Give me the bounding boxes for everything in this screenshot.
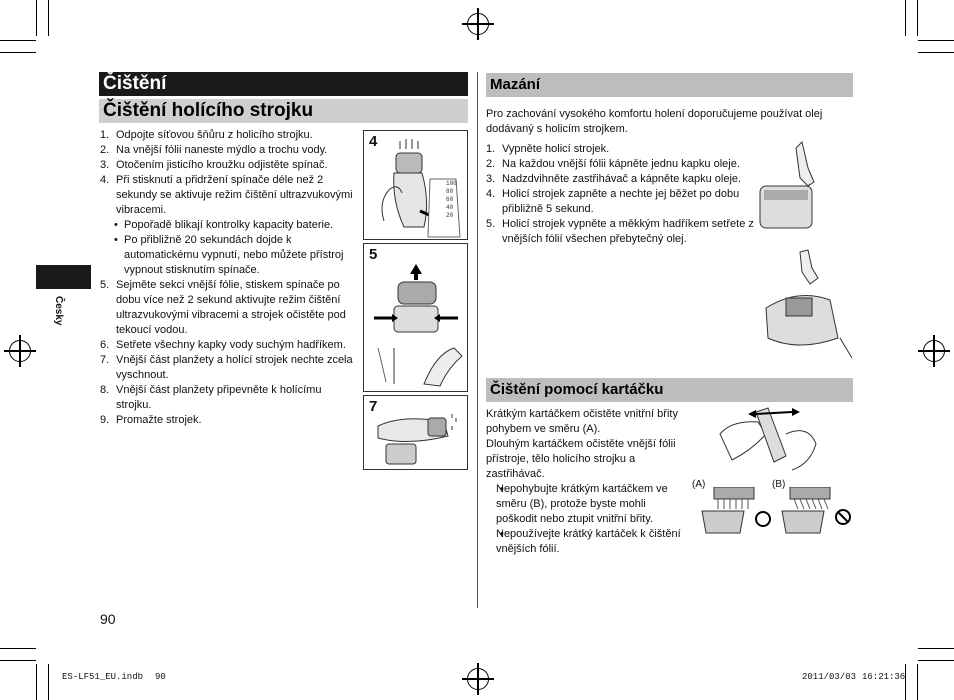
crop-mark: [905, 664, 906, 700]
list-item: 3. Nadzdvihněte zastřihávač a kápněte kapku oleje.: [486, 173, 742, 185]
registration-mark-icon: [9, 340, 31, 362]
oiling-foil-illustration: [758, 138, 854, 360]
footer-date: 2011/03/03: [802, 672, 857, 682]
figure-number: 7: [369, 398, 378, 415]
section-title: Čištění holícího strojku: [99, 99, 468, 123]
foil-removal-illustration: [364, 244, 467, 391]
list-item: 4. Při stisknutí a přidržení spínače déle než 2 sekundy se aktivuje režim čištění ultrazvukovými vibracemi.: [100, 174, 353, 216]
list-item: 4. Holicí strojek zapněte a nechte jej běžet po dobu přibližně 5 sekund.: [486, 188, 740, 215]
list-item: 1. Vypněte holicí strojek.: [486, 143, 610, 155]
crop-mark: [905, 0, 906, 36]
cleaning-steps: [100, 128, 358, 428]
brush-direction-a-illustration: [700, 487, 760, 537]
section-heading-oil: Mazání: [486, 73, 853, 97]
crop-mark: [918, 648, 954, 649]
list-bullet: • Nepoužívejte krátký kartáček k čištění vnějších fólií.: [486, 527, 686, 557]
brush-direction-b-illustration: [780, 487, 840, 537]
registration-mark-icon: [467, 668, 489, 690]
list-item: 2. Na každou vnější fólii kápněte jednu kapku oleje.: [486, 158, 740, 170]
list-item: 9. Promažte strojek.: [100, 414, 202, 426]
section-heading-brush: Čištění pomocí kartáčku: [486, 378, 853, 402]
page-title: Čištění: [99, 72, 468, 96]
registration-mark-icon: [923, 340, 945, 362]
crop-mark: [0, 660, 36, 661]
figure-7: [363, 395, 468, 470]
crop-mark: [0, 52, 36, 53]
list-item: 7. Vnější část planžety a holící strojek nechte zcela vyschnout.: [100, 354, 353, 381]
footer-time: 16:21:36: [862, 672, 906, 682]
crop-mark: [917, 664, 918, 700]
list-bullet: • Po přibližně 20 sekundách dojde k automatickému vypnutí, nebo můžete přístroj vypnout stisknutím spínače.: [100, 233, 358, 278]
column-divider: [477, 72, 478, 608]
crop-mark: [36, 664, 37, 700]
list-item: 8. Vnější část planžety připevněte k holícímu strojku.: [100, 384, 322, 411]
brush-paragraph: Dlouhým kartáčkem očistěte vnější fólii přístroje, tělo holicího strojku a zastřihávač.: [486, 438, 676, 480]
brush-paragraph: Krátkým kartáčkem očistěte vnitřní břity pohybem ve směru (A).: [486, 408, 678, 435]
list-bullet: • Popořadě blikají kontrolky kapacity baterie.: [100, 218, 358, 233]
crop-mark: [0, 40, 36, 41]
crop-mark: [48, 664, 49, 700]
oiling-illustration: [364, 396, 467, 469]
crop-mark: [917, 0, 918, 36]
list-item: 6. Setřete všechny kapky vody suchým hadříkem.: [100, 339, 346, 351]
footer-page: 90: [155, 672, 166, 682]
crop-mark: [918, 40, 954, 41]
crop-mark: [0, 648, 36, 649]
ok-circle-icon: [754, 510, 772, 528]
figure-number: 5: [369, 246, 378, 263]
brush-hand-illustration: [712, 404, 822, 476]
crop-mark: [918, 660, 954, 661]
crop-mark: [918, 52, 954, 53]
list-item: 1. Odpojte síťovou šňůru z holicího strojku.: [100, 129, 313, 141]
crop-mark: [36, 0, 37, 36]
figure-5: [363, 243, 468, 392]
registration-mark-icon: [467, 13, 489, 35]
figure-4: [363, 130, 468, 240]
list-item: 5. Sejměte sekci vnější fólie, stiskem spínače po dobu více než 2 sekund aktivujte režim čištění ultrazvukovými vibracemi a strojek očistěte pod tekoucí vodou.: [100, 279, 346, 336]
list-item: 2. Na vnější fólii naneste mýdlo a trochu vody.: [100, 144, 328, 156]
language-tab: [36, 265, 91, 289]
list-item: 3. Otočením jisticího kroužku odjistěte spínač.: [100, 159, 328, 171]
list-item: 5. Holicí strojek vypněte a měkkým hadříkem setřete z vnějších fólií všechen přebytečný olej.: [486, 218, 754, 245]
crop-mark: [48, 0, 49, 36]
label-b: (B): [772, 479, 786, 490]
figure-number: 4: [369, 133, 378, 150]
list-bullet: • Nepohybujte krátkým kartáčkem ve směru (B), protože byste mohli poškodit nebo ztupit vnitřní břity.: [486, 482, 686, 527]
page-number: 90: [100, 611, 116, 627]
brush-text: [486, 407, 686, 557]
label-a: (A): [692, 479, 706, 490]
battery-levels: 100 80 60 40 20: [446, 180, 457, 219]
oil-intro: Pro zachování vysokého komfortu holení doporučujeme používat olej dodávaný s holicím strojkem.: [486, 108, 823, 135]
oil-steps: [486, 142, 756, 247]
prohibited-icon: [834, 508, 852, 526]
language-label: Česky: [53, 296, 64, 326]
footer-file: ES-LF51_EU.indb: [62, 672, 144, 682]
